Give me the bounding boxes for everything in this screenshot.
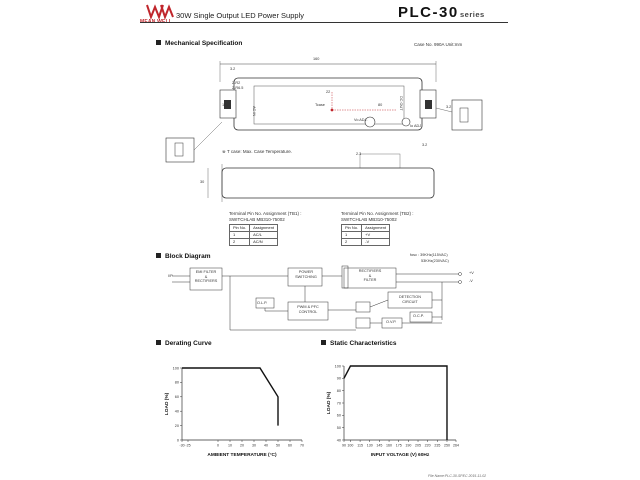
x-tick-label: 130 [366, 443, 373, 448]
tb2-row1-pin: 1 [342, 232, 362, 239]
y-axis-label: LOAD (%) [165, 392, 170, 416]
x-tick-label: -25 [185, 443, 191, 448]
tb2-row2-pin: 2 [342, 239, 362, 246]
tb2-row2-assign: -V [362, 239, 390, 246]
ac-in-label: AC IN [252, 106, 256, 117]
y-tick-label: 20 [174, 423, 179, 428]
vminus-label: -V [469, 279, 473, 283]
tb2-title: Terminal Pin No. Assignment (TB2) : [341, 211, 414, 216]
detection-block: DETECTION CIRCUIT [399, 295, 421, 304]
y-tick-label: 90 [336, 376, 341, 381]
y-tick-label: 80 [174, 380, 179, 385]
fosc-label: fosc : 39KHz(115VAC) [410, 253, 448, 257]
vo-adj-label: Vo ADJ. [354, 118, 368, 122]
y-tick-label: 60 [174, 395, 179, 400]
series-line-0 [344, 366, 447, 440]
y-tick-label: 100 [172, 366, 179, 371]
emi-filter-block: EMI FILTER & RECTIFIERS [194, 270, 218, 284]
block-heading: Block Diagram [156, 253, 211, 260]
file-footer: File Name:PLC-30-SPEC 2015-11-02 [428, 474, 487, 478]
dim-30: 30 [200, 180, 205, 184]
y-tick-label: 60 [336, 413, 341, 418]
tb2-row1-assign: +V [362, 232, 390, 239]
tb1-row2-assign: AC/N [250, 239, 278, 246]
model-name: PLC-30 [398, 4, 459, 21]
ocp-block: O.C.P. [413, 314, 424, 318]
x-tick-label: 145 [376, 443, 383, 448]
x-tick-label: 20 [240, 443, 244, 448]
x-tick-label: 50 [276, 443, 280, 448]
dim-hole: 2-R2 [232, 81, 241, 85]
y-tick-label: 40 [336, 438, 341, 443]
x-tick-label: 30 [252, 443, 256, 448]
tb1-header-assign: Assignment [250, 225, 278, 232]
series-line-0 [182, 368, 278, 426]
dim-14: 14 [222, 103, 227, 107]
x-tick-label: 70 [300, 443, 304, 448]
y-tick-label: 0 [176, 438, 179, 443]
brand-name: MEAN WELL [140, 19, 173, 25]
tb1-row1-pin: 1 [230, 232, 250, 239]
case-number: Case No. 990A Unit:mm [414, 42, 463, 47]
dim-2-3: 2.3 [356, 152, 362, 156]
dim-hole2: 2-R6.5 [232, 86, 244, 90]
ip-label: I/P [168, 274, 173, 278]
x-tick-label: 60 [288, 443, 292, 448]
dim-3-2-right: 3.2 [422, 143, 428, 147]
power-switching-block: POWER SWITCHING [295, 270, 317, 279]
tb2-header-assign: Assignment [362, 225, 390, 232]
x-tick-label: 250 [443, 443, 450, 448]
x-tick-label: 235 [434, 443, 441, 448]
series-label: series [460, 10, 485, 19]
pwm-block: PWM & PFC CONTROL [297, 305, 319, 314]
x-tick-label: 160 [386, 443, 393, 448]
x-tick-label: 220 [424, 443, 431, 448]
tb1-row1-assign: AC/L [250, 232, 278, 239]
vplus-label: +V [469, 271, 474, 275]
x-tick-label: 264 [453, 443, 459, 448]
doc-title: 30W Single Output LED Power Supply [176, 11, 304, 20]
tb1-table [229, 224, 278, 246]
x-tick-label: 205 [415, 443, 422, 448]
ovp-block: O.V.P. [386, 320, 397, 324]
x-tick-label: 115 [357, 443, 363, 448]
static-chart [324, 350, 474, 462]
derating-chart [160, 350, 310, 462]
derating-heading: Derating Curve [156, 340, 212, 347]
header-rule [140, 22, 508, 23]
y-tick-label: 50 [336, 425, 341, 430]
x-axis-label: AMBIENT TEMPERATURE (°C) [207, 453, 277, 458]
y-tick-label: 70 [336, 401, 341, 406]
dim-22: 22 [326, 90, 331, 94]
static-heading: Static Characteristics [321, 340, 396, 347]
x-tick-label: 90 [342, 443, 346, 448]
dim-80: 80 [378, 103, 383, 107]
x-tick-label: 40 [264, 443, 268, 448]
y-tick-label: 80 [336, 388, 341, 393]
y-tick-label: 100 [334, 364, 341, 369]
y-tick-label: 40 [174, 409, 179, 414]
x-tick-label: 100 [347, 443, 354, 448]
tcase-note: ※ T case: Max. Case Temperature. [222, 149, 293, 154]
io-adj-label: Io ADJ. [410, 124, 423, 128]
x-tick-label: 190 [405, 443, 412, 448]
tb1-part: SWITCHLAB MB310-75002 [229, 217, 285, 222]
tb1-header-pin: Pin No. [230, 225, 250, 232]
mechanical-drawing [160, 52, 492, 202]
tcase-mark: Tcase [315, 103, 325, 107]
tb2-header-pin: Pin No. [342, 225, 362, 232]
tb1-title: Terminal Pin No. Assignment (TB1) : [229, 211, 302, 216]
dc-out-label: DC OUT [399, 96, 403, 111]
mechanical-heading: Mechanical Specification [156, 40, 242, 47]
fosc-label-2: 53KHz(230VAC) [421, 259, 449, 263]
x-tick-label: -30 [179, 443, 185, 448]
x-tick-label: 175 [395, 443, 402, 448]
tb2-part: SWITCHLAB MB310-75002 [341, 217, 397, 222]
tb1-row2-pin: 2 [230, 239, 250, 246]
x-axis-label: INPUT VOLTAGE (V) 60Hz [370, 453, 430, 458]
y-axis-label: LOAD (%) [327, 391, 332, 415]
dim-length: 160 [313, 57, 320, 61]
dim-3-2: 3.2 [230, 67, 236, 71]
rectifiers-block: RECTIFIERS & FILTER [358, 269, 382, 283]
olp-block: O.L.P. [257, 301, 268, 305]
x-tick-label: 0 [217, 443, 219, 448]
mean-well-logo [146, 2, 174, 20]
tb2-table [341, 224, 390, 246]
dim-32b: 3.2 [446, 105, 452, 109]
x-tick-label: 10 [228, 443, 232, 448]
